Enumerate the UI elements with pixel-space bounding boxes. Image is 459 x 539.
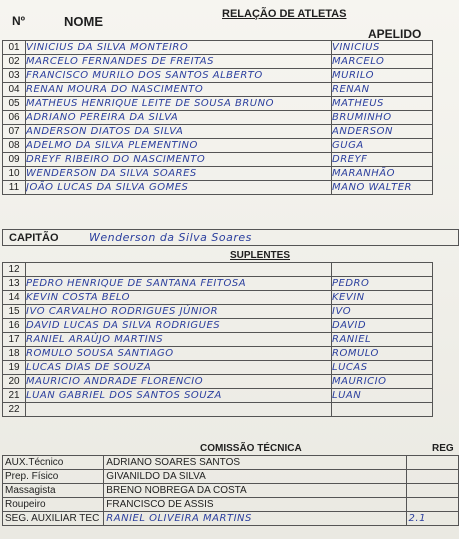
athlete-nickname: MARCELO (332, 55, 433, 69)
athlete-name: RENAN MOURA DO NASCIMENTO (26, 83, 332, 97)
substitute-row (3, 319, 433, 333)
staff-row (3, 456, 459, 470)
substitute-row (3, 305, 433, 319)
athlete-name: ADRIANO PEREIRA DA SILVA (26, 111, 332, 125)
athlete-name: IVO CARVALHO RODRIGUES JÚNIOR (26, 305, 332, 319)
row-number: 13 (3, 277, 26, 291)
header-nickname-label: APELIDO (368, 27, 422, 41)
row-number: 04 (3, 83, 26, 97)
substitute-row (3, 361, 433, 375)
athlete-nickname: MANO WALTER (332, 181, 433, 195)
staff-role: AUX.Técnico (3, 456, 104, 470)
row-number: 20 (3, 375, 26, 389)
row-number: 14 (3, 291, 26, 305)
athlete-row (3, 41, 433, 55)
row-number: 08 (3, 139, 26, 153)
row-number: 09 (3, 153, 26, 167)
staff-registration (406, 498, 458, 512)
athlete-row (3, 83, 433, 97)
athlete-nickname: RANIEL (332, 333, 433, 347)
athlete-name (26, 403, 332, 417)
athlete-name: FRANCISCO MURILO DOS SANTOS ALBERTO (26, 69, 332, 83)
staff-name: RANIEL OLIVEIRA MARTINS (104, 512, 406, 526)
row-number: 15 (3, 305, 26, 319)
staff-registration: 2.1 (406, 512, 458, 526)
substitute-row (3, 403, 433, 417)
staff-name: BRENO NOBREGA DA COSTA (104, 484, 406, 498)
staff-registration (406, 470, 458, 484)
athlete-row (3, 167, 433, 181)
athletes-table (2, 40, 433, 195)
athlete-nickname: IVO (332, 305, 433, 319)
athlete-name: ROMULO SOUSA SANTIAGO (26, 347, 332, 361)
captain-label: CAPITÃO (9, 232, 59, 244)
row-number: 11 (3, 181, 26, 195)
athlete-nickname: MARANHÃO (332, 167, 433, 181)
header-title: RELAÇÃO DE ATLETAS (222, 8, 347, 20)
athlete-name: LUAN GABRIEL DOS SANTOS SOUZA (26, 389, 332, 403)
athlete-nickname (332, 263, 433, 277)
staff-row (3, 498, 459, 512)
captain-signature: Wenderson da Silva Soares (89, 231, 252, 244)
athlete-name: MATHEUS HENRIQUE LEITE DE SOUSA BRUNO (26, 97, 332, 111)
captain-row (2, 229, 459, 246)
row-number: 19 (3, 361, 26, 375)
athlete-name: RANIEL ARAÚJO MARTINS (26, 333, 332, 347)
staff-name: ADRIANO SOARES SANTOS (104, 456, 406, 470)
athlete-nickname: DAVID (332, 319, 433, 333)
row-number: 16 (3, 319, 26, 333)
athlete-nickname: MURILO (332, 69, 433, 83)
athlete-name: ADELMO DA SILVA PLEMENTINO (26, 139, 332, 153)
row-number: 05 (3, 97, 26, 111)
staff-row (3, 484, 459, 498)
staff-reg-label: REG (432, 443, 454, 454)
athlete-name: DAVID LUCAS DA SILVA RODRIGUES (26, 319, 332, 333)
staff-role: Roupeiro (3, 498, 104, 512)
athlete-nickname: PEDRO (332, 277, 433, 291)
athlete-name: PEDRO HENRIQUE DE SANTANA FEITOSA (26, 277, 332, 291)
athlete-nickname: KEVIN (332, 291, 433, 305)
row-number: 18 (3, 347, 26, 361)
staff-name: FRANCISCO DE ASSIS (104, 498, 406, 512)
athlete-nickname: ROMULO (332, 347, 433, 361)
athlete-name: MARCELO FERNANDES DE FREITAS (26, 55, 332, 69)
athlete-nickname: MAURICIO (332, 375, 433, 389)
athlete-name: MAURICIO ANDRADE FLORENCIO (26, 375, 332, 389)
header-name-label: NOME (64, 14, 103, 29)
athlete-row (3, 111, 433, 125)
staff-role: Prep. Físico (3, 470, 104, 484)
staff-role: Massagista (3, 484, 104, 498)
staff-role: SEG. AUXILIAR TEC (3, 512, 104, 526)
athlete-nickname: VINICIUS (332, 41, 433, 55)
athlete-row (3, 181, 433, 195)
row-number: 21 (3, 389, 26, 403)
row-number: 02 (3, 55, 26, 69)
row-number: 22 (3, 403, 26, 417)
athlete-name: LUCAS DIAS DE SOUZA (26, 361, 332, 375)
row-number: 10 (3, 167, 26, 181)
row-number: 06 (3, 111, 26, 125)
staff-row (3, 512, 459, 526)
athlete-name: KEVIN COSTA BELO (26, 291, 332, 305)
athlete-row (3, 97, 433, 111)
athlete-row (3, 153, 433, 167)
athlete-name: VINICIUS DA SILVA MONTEIRO (26, 41, 332, 55)
staff-registration (406, 484, 458, 498)
staff-registration (406, 456, 458, 470)
substitute-row (3, 347, 433, 361)
staff-table (2, 455, 459, 526)
athlete-nickname: GUGA (332, 139, 433, 153)
athlete-name: ANDERSON DIATOS DA SILVA (26, 125, 332, 139)
athlete-row (3, 125, 433, 139)
athlete-name (26, 263, 332, 277)
substitute-row (3, 375, 433, 389)
substitutes-table (2, 262, 433, 417)
athlete-row (3, 55, 433, 69)
substitute-row (3, 263, 433, 277)
athlete-nickname: MATHEUS (332, 97, 433, 111)
athlete-row (3, 69, 433, 83)
athlete-name: DREYF RIBEIRO DO NASCIMENTO (26, 153, 332, 167)
row-number: 01 (3, 41, 26, 55)
athlete-name: JOÃO LUCAS DA SILVA GOMES (26, 181, 332, 195)
athlete-row (3, 139, 433, 153)
row-number: 17 (3, 333, 26, 347)
substitute-row (3, 277, 433, 291)
substitute-row (3, 333, 433, 347)
row-number: 07 (3, 125, 26, 139)
athlete-nickname: LUAN (332, 389, 433, 403)
row-number: 12 (3, 263, 26, 277)
staff-row (3, 470, 459, 484)
athlete-nickname: LUCAS (332, 361, 433, 375)
athlete-nickname (332, 403, 433, 417)
substitutes-title: SUPLENTES (230, 250, 291, 261)
athlete-nickname: BRUMINHO (332, 111, 433, 125)
athlete-name: WENDERSON DA SILVA SOARES (26, 167, 332, 181)
header-number-label: Nº (12, 14, 26, 28)
substitute-row (3, 389, 433, 403)
substitute-row (3, 291, 433, 305)
staff-name: GIVANILDO DA SILVA (104, 470, 406, 484)
athlete-nickname: DREYF (332, 153, 433, 167)
row-number: 03 (3, 69, 26, 83)
athlete-nickname: RENAN (332, 83, 433, 97)
athlete-nickname: ANDERSON (332, 125, 433, 139)
staff-title: COMISSÃO TÉCNICA (200, 443, 302, 454)
